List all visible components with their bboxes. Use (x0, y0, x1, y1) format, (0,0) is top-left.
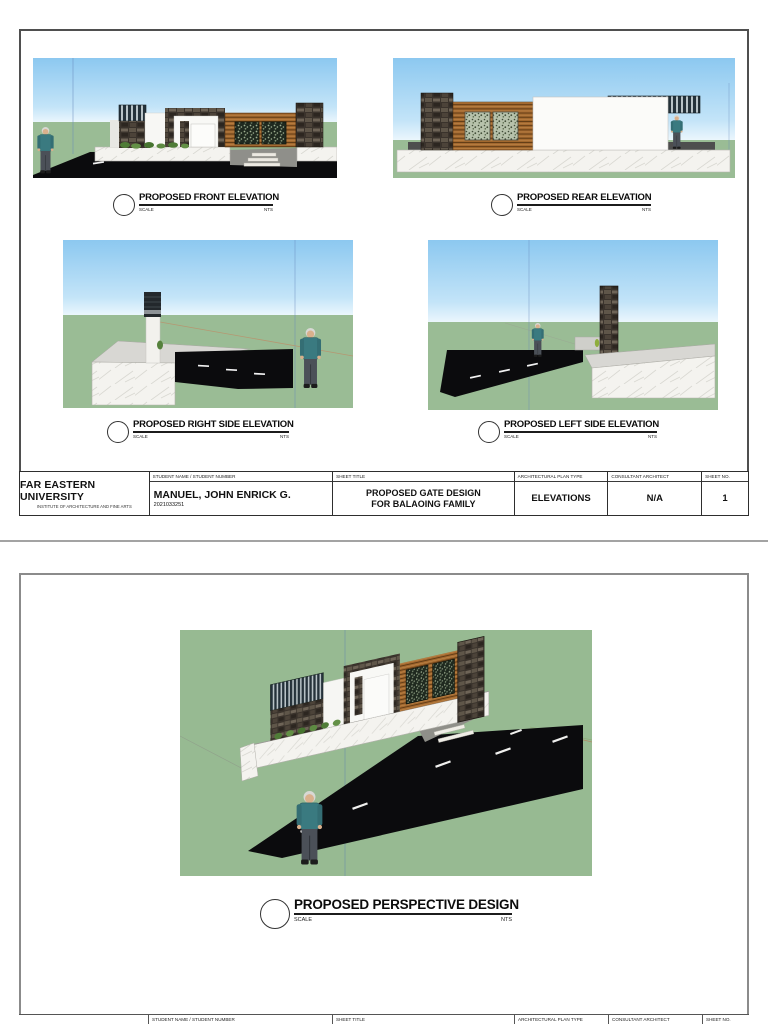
sky (63, 240, 353, 316)
student-header: STUDENT NAME / STUDENT NUMBER (152, 1017, 235, 1022)
student-number: 2021033251 (153, 502, 185, 508)
perforated-panel (235, 122, 259, 144)
perspective-drawing (180, 630, 592, 876)
sheet-no-header: SHEET NO. (706, 1017, 731, 1022)
perforated-panel (406, 665, 428, 704)
front-elevation-drawing (33, 58, 337, 178)
caption-title: PROPOSED LEFT SIDE ELEVATION (504, 419, 660, 430)
scale-label: SCALE (139, 207, 154, 213)
marble-base (397, 150, 730, 172)
title-block-student-cell (149, 1015, 333, 1024)
gate-door (364, 674, 389, 720)
right-side-elevation-caption (107, 419, 294, 443)
sheet-title-header: SHEET TITLE (333, 472, 514, 482)
caption-underline (133, 431, 289, 433)
title-block-consultant-cell (609, 1015, 703, 1024)
scale-label: SCALE (294, 917, 313, 923)
caption-title: PROPOSED FRONT ELEVATION (139, 192, 279, 203)
drawing-number-circle (478, 421, 500, 443)
perforated-panel (493, 112, 518, 140)
caption-underline (294, 913, 512, 915)
marble-base (92, 362, 175, 405)
student-header: STUDENT NAME / STUDENT NUMBER (150, 472, 333, 482)
caption-title: PROPOSED REAR ELEVATION (517, 192, 652, 203)
perforated-panel (433, 659, 455, 698)
drawing-number-circle (260, 899, 290, 929)
plan-type: ELEVATIONS (531, 493, 591, 504)
column-band (144, 310, 161, 314)
plant (157, 341, 163, 350)
title-block-sheet-no-cell (702, 472, 748, 515)
white-wall (145, 113, 166, 147)
caption-title: PROPOSED RIGHT SIDE ELEVATION (133, 419, 294, 430)
institute-name: INSTITUTE OF ARCHITECTURE AND FINE ARTS (36, 503, 132, 509)
plan-type-header: ARCHITECTURAL PLAN TYPE (515, 472, 608, 482)
title-block-consultant-cell (608, 472, 702, 515)
drawing-number-circle (107, 421, 129, 443)
university-name: FAR EASTERN UNIVERSITY (20, 478, 96, 503)
caption-title: PROPOSED PERSPECTIVE DESIGN (294, 897, 519, 912)
front-elevation-caption (113, 192, 279, 216)
title-block-university-cell (19, 1015, 149, 1024)
perforated-panel (465, 112, 490, 140)
left-side-elevation-drawing (428, 240, 718, 410)
scale-label: SCALE (517, 207, 532, 213)
plan-type-header: ARCHITECTURAL PLAN TYPE (518, 1017, 583, 1022)
consultant-header: CONSULTANT ARCHITECT (608, 472, 701, 482)
perspective-caption (260, 897, 520, 929)
white-wall (323, 678, 343, 729)
drawing-number-circle (113, 194, 135, 216)
title-block-plan-type-cell (515, 1015, 609, 1024)
rear-elevation-caption (491, 192, 651, 216)
perforated-panel (262, 122, 286, 144)
title-block-plan-type-cell (515, 472, 609, 515)
plant (595, 339, 599, 347)
title-block-sheet-title-cell (333, 472, 515, 515)
sheet-page-2 (0, 542, 768, 1024)
title-block-sheet-title-cell (333, 1015, 515, 1024)
stone-pillar (421, 93, 453, 150)
sheet-title-header: SHEET TITLE (336, 1017, 365, 1022)
drawing-number-circle (491, 194, 513, 216)
caption-underline (517, 204, 651, 206)
sky (428, 240, 718, 323)
scale-value: NTS (642, 207, 651, 213)
scale-value: NTS (501, 917, 512, 923)
marble-base-right (297, 147, 337, 161)
stone-pillar (296, 103, 323, 147)
scale-label: SCALE (504, 434, 519, 440)
title-block-partial (19, 1014, 749, 1024)
sheet-no-header: SHEET NO. (702, 472, 748, 482)
sheet-number: 1 (722, 493, 728, 504)
caption-underline (139, 204, 273, 206)
scale-value: NTS (264, 207, 273, 213)
marble-base-left (95, 147, 230, 161)
title-block (19, 471, 749, 516)
column-shaft (146, 316, 160, 363)
title-block-student-cell (150, 472, 334, 515)
gate-door (191, 124, 215, 147)
consultant-architect: N/A (646, 493, 663, 504)
road (175, 349, 293, 389)
portal-stone-strip (355, 676, 363, 716)
scale-value: NTS (648, 434, 657, 440)
scale-label: SCALE (133, 434, 148, 440)
slat-screen (119, 105, 146, 121)
rear-elevation-drawing (393, 58, 735, 178)
portal-stone-strip (180, 121, 189, 147)
sheet-title: PROPOSED GATE DESIGN FOR BALAOING FAMILY (365, 488, 481, 509)
title-block-sheet-no-cell (703, 1015, 749, 1024)
white-wall (533, 97, 668, 150)
left-side-elevation-caption (478, 419, 658, 443)
scale-value: NTS (280, 434, 289, 440)
stone-pillar (458, 636, 485, 722)
caption-underline (504, 431, 657, 433)
consultant-header: CONSULTANT ARCHITECT (612, 1017, 670, 1022)
title-block-university-cell (20, 472, 150, 515)
planter-return-wall (110, 120, 119, 147)
student-name: MANUEL, JOHN ENRICK G. (153, 489, 291, 501)
right-side-elevation-drawing (63, 240, 353, 408)
